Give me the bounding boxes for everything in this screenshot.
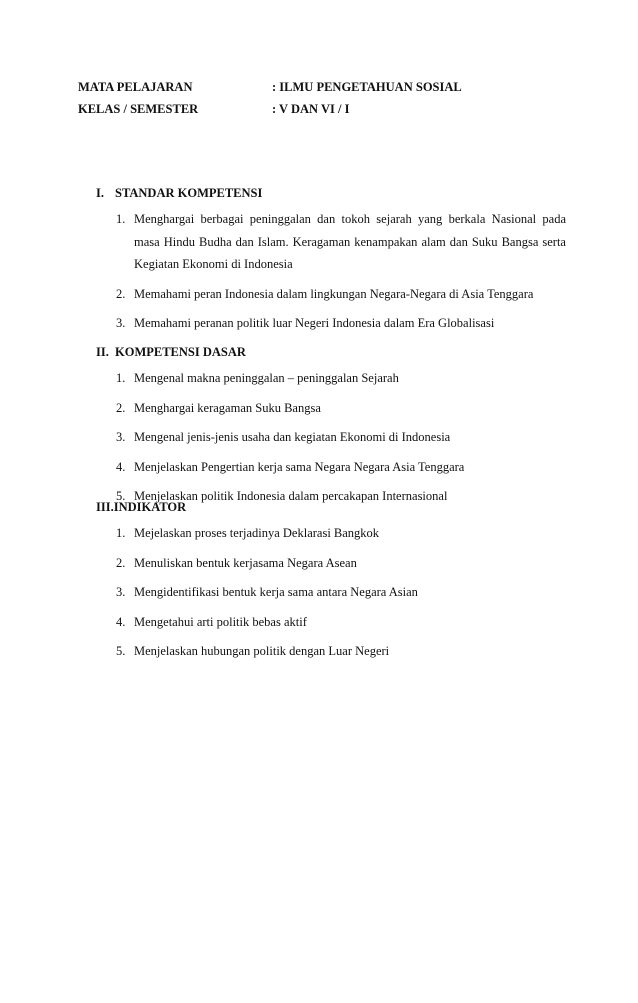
class-semester-value: : V DAN VI / I [272, 102, 350, 116]
item-text: Memahami peran Indonesia dalam lingkungan Negara-Negara di Asia Tenggara [134, 286, 534, 301]
item-number: 5. [116, 489, 126, 503]
item-number: 1. [116, 371, 126, 385]
item-text: Menjelaskan hubungan politik dengan Luar Negeri [134, 644, 390, 658]
basic-competency-list [96, 367, 566, 508]
item-number: 2. [116, 400, 126, 415]
item-text: Memahami peranan politik luar Negeri Indonesia dalam Era Globalisasi [134, 316, 495, 330]
list-item [96, 426, 566, 449]
list-item [96, 367, 566, 390]
list-item [96, 312, 566, 335]
section-heading [96, 185, 566, 201]
list-item [96, 208, 566, 276]
section-number: III. [96, 500, 114, 514]
item-number: 5. [116, 644, 126, 658]
item-text: Mengetahui arti politik bebas aktif [134, 614, 307, 629]
section-title: KOMPETENSI DASAR [115, 345, 246, 359]
subject-label: MATA PELAJARAN [78, 80, 193, 94]
item-text: Menghargai berbagai peninggalan dan tokoh sejarah yang berkala Nasional pada masa Hindu Budha dan Islam. Keragaman kenampakan alam dan Suku Bangsa serta Kegiatan Ekonomi di Indonesia [134, 212, 566, 271]
item-number: 2. [116, 286, 126, 301]
item-number: 4. [116, 459, 126, 474]
item-number: 3. [116, 316, 126, 330]
section-heading [96, 344, 566, 360]
section-heading [96, 499, 566, 515]
list-item [96, 283, 566, 306]
list-item [96, 522, 566, 545]
class-semester-label: KELAS / SEMESTER [78, 102, 199, 116]
item-number: 2. [116, 555, 126, 570]
list-item [96, 611, 566, 634]
item-number: 1. [116, 526, 126, 540]
item-number: 3. [116, 430, 126, 444]
section-standar-kompetensi [96, 185, 566, 335]
item-text: Menuliskan bentuk kerjasama Negara Asean [134, 555, 357, 570]
item-text: Menghargai keragaman Suku Bangsa [134, 400, 321, 415]
item-text: Mejelaskan proses terjadinya Deklarasi Bangkok [134, 526, 380, 540]
competency-list [96, 208, 566, 335]
item-text: Menjelaskan Pengertian kerja sama Negara Negara Asia Tenggara [134, 459, 465, 474]
section-number: II. [96, 345, 109, 359]
section-indikator [96, 499, 566, 663]
list-item [96, 552, 566, 575]
list-item [96, 640, 566, 663]
section-title: STANDAR KOMPETENSI [115, 186, 263, 200]
item-text: Mengenal makna peninggalan – peninggalan Sejarah [134, 371, 399, 385]
item-number: 1. [116, 212, 126, 226]
item-number: 3. [116, 585, 126, 599]
section-title: INDIKATOR [113, 500, 187, 514]
list-item [96, 581, 566, 604]
item-text: Mengidentifikasi bentuk kerja sama antara Negara Asian [134, 585, 418, 599]
section-number: I. [96, 186, 104, 200]
item-number: 4. [116, 614, 126, 629]
list-item [96, 456, 566, 479]
section-kompetensi-dasar [96, 344, 566, 508]
list-item [96, 397, 566, 420]
item-text: Menjelaskan politik Indonesia dalam percakapan Internasional [134, 489, 448, 503]
item-text: Mengenal jenis-jenis usaha dan kegiatan Ekonomi di Indonesia [134, 430, 451, 444]
subject-value: : ILMU PENGETAHUAN SOSIAL [272, 80, 462, 94]
indicator-list [96, 522, 566, 663]
